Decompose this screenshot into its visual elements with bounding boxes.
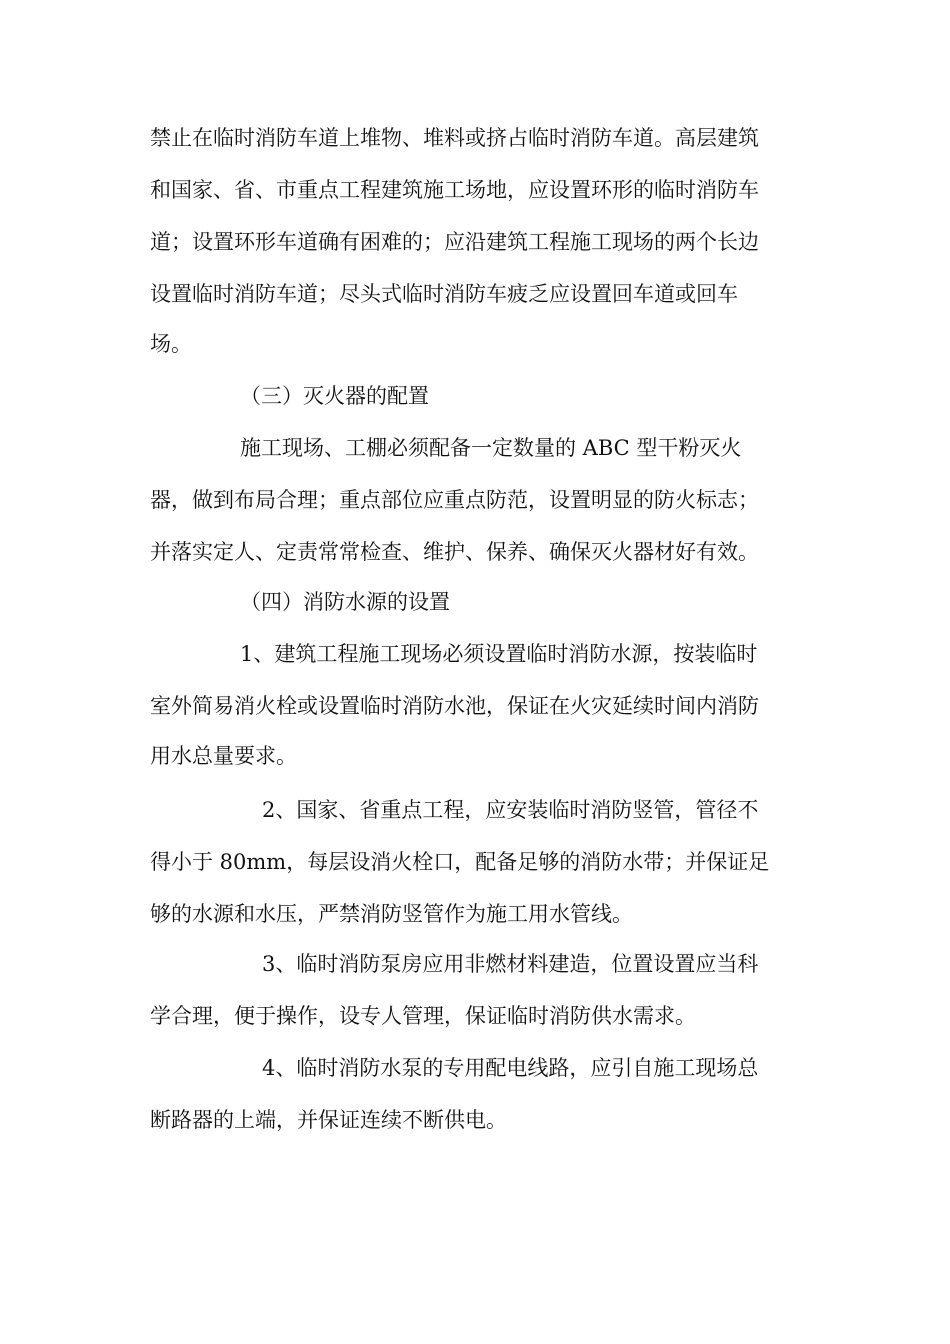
paragraph-line: 和国家、省、市重点工程建筑施工场地，应设置环形的临时消防车 (150, 178, 759, 202)
paragraph-line: 学合理，便于操作，设专人管理，保证临时消防供水需求。 (150, 1004, 696, 1028)
paragraph-line: 1、建筑工程施工现场必须设置临时消防水源，按装临时 (240, 642, 758, 666)
paragraph-line: 施工现场、工棚必须配备一定数量的 ABC 型干粉灭火 (240, 436, 742, 460)
paragraph-line: 2、国家、省重点工程，应安装临时消防竖管，管径不 (262, 798, 759, 822)
section-heading: （四）消防水源的设置 (240, 590, 450, 614)
paragraph-line: 场。 (150, 332, 192, 356)
paragraph-line: 室外简易消火栓或设置临时消防水池，保证在火灾延续时间内消防 (150, 694, 759, 718)
paragraph-line: 得小于 80mm，每层设消火栓口，配备足够的消防水带；并保证足 (150, 850, 770, 874)
paragraph-line: 道；设置环形车道确有困难的；应沿建筑工程施工现场的两个长边 (150, 230, 759, 254)
paragraph-line: 3、临时消防泵房应用非燃材料建造，位置设置应当科 (262, 952, 759, 976)
paragraph-line: 器，做到布局合理；重点部位应重点防范，设置明显的防火标志； (150, 488, 759, 512)
paragraph-line: 设置临时消防车道；尽头式临时消防车疲乏应设置回车道或回车 (150, 282, 738, 306)
paragraph-line: 用水总量要求。 (150, 744, 297, 768)
paragraph-line: 4、临时消防水泵的专用配电线路，应引自施工现场总 (262, 1056, 759, 1080)
paragraph-line: 够的水源和水压，严禁消防竖管作为施工用水管线。 (150, 902, 633, 926)
section-heading: （三）灭火器的配置 (240, 384, 429, 408)
paragraph-line: 禁止在临时消防车道上堆物、堆料或挤占临时消防车道。高层建筑 (150, 126, 759, 150)
paragraph-line: 并落实定人、定责常常检查、维护、保养、确保灭火器材好有效。 (150, 540, 759, 564)
paragraph-line: 断路器的上端，并保证连续不断供电。 (150, 1108, 507, 1132)
